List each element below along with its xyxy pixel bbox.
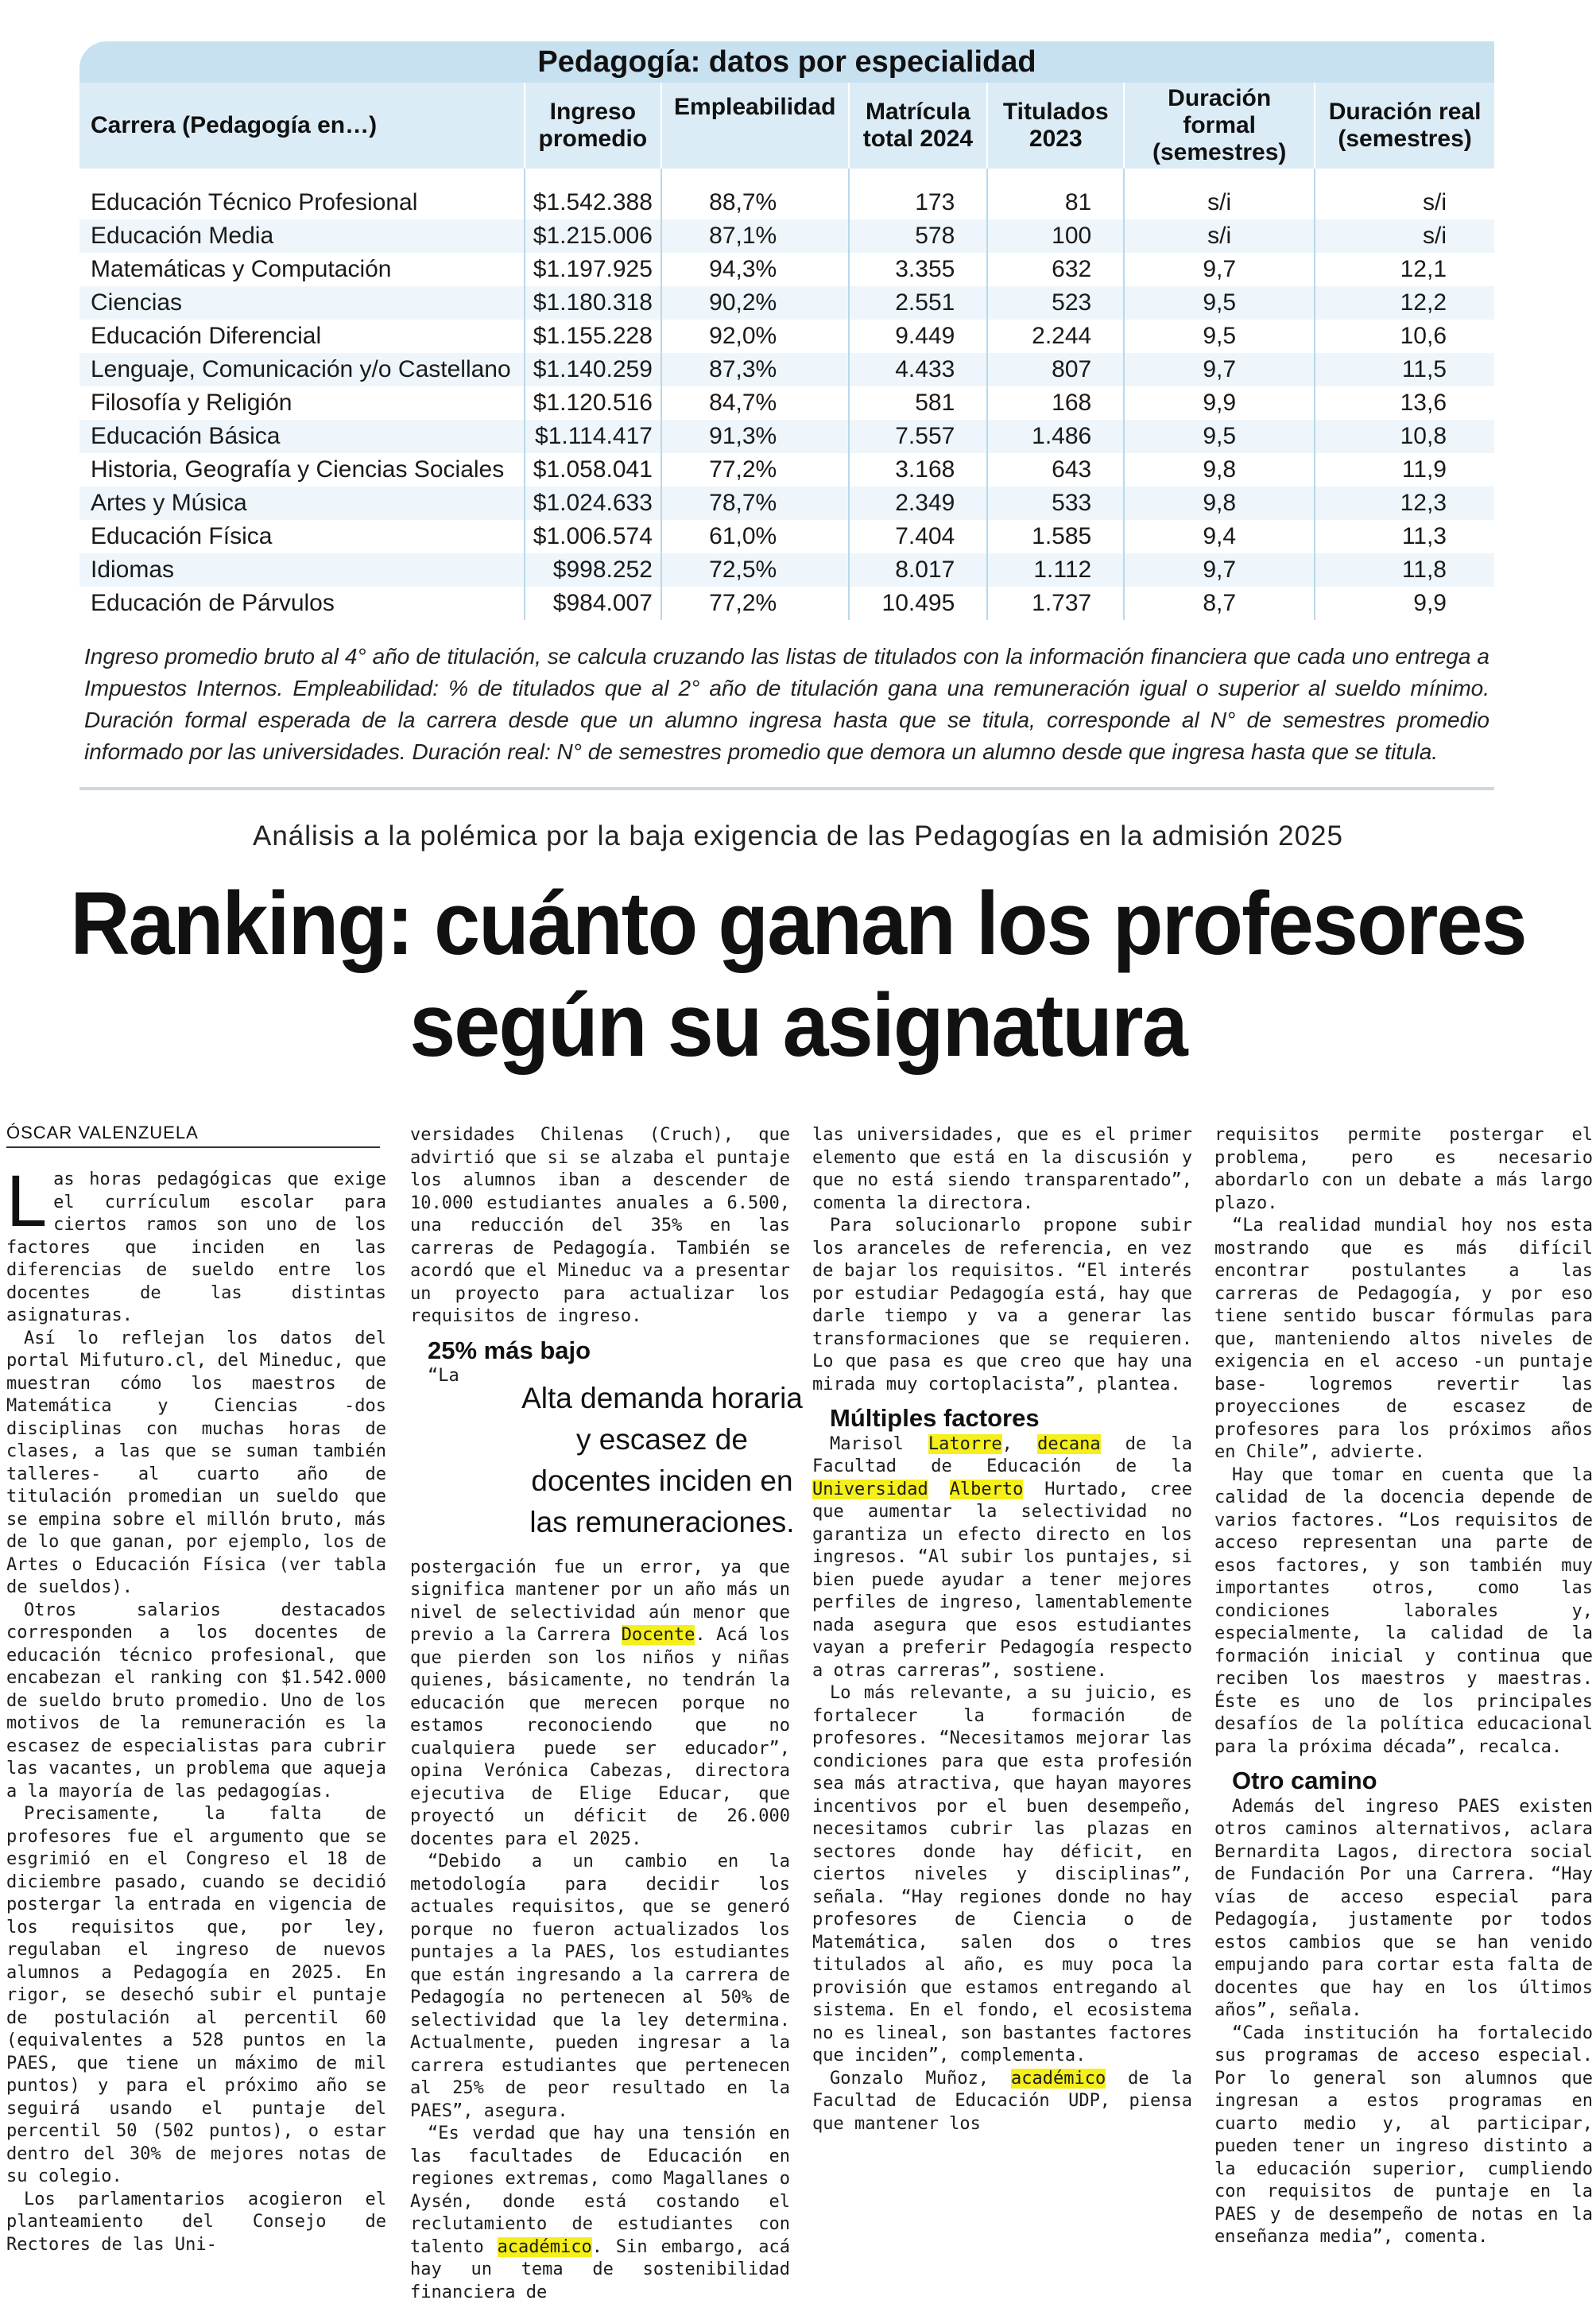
header-duracion-real: Duración real (semestres) (1315, 83, 1494, 169)
table-cell-titulados: 523 (987, 286, 1124, 320)
table-row (79, 320, 1494, 353)
table-cell-dreal: 11,8 (1315, 553, 1494, 587)
table-row (79, 169, 1494, 219)
kicker: Análisis a la polémica por la baja exigencia de las Pedagogías en la admisión 2025 (253, 820, 1343, 851)
table-cell-dformal: 9,7 (1124, 253, 1315, 286)
table-cell-ingreso: $1.024.633 (525, 487, 661, 520)
salary-table (79, 83, 1494, 620)
table-cell-carrera: Educación de Párvulos (91, 590, 335, 616)
table-cell-ingreso: $984.007 (525, 587, 661, 620)
table-cell-dreal: 10,6 (1315, 320, 1494, 353)
table-cell-titulados: 1.737 (987, 587, 1124, 620)
paragraph: “La realidad mundial hoy nos esta mostrando que es más difícil encontrar postulantes a las carreras de Pedagogía, y por eso tiene sentido buscar fórmulas para que, manteniendo altos niveles de exigencia en el acceso -un puntaje base- logremos revertir las proyecciones de escasez de profesores para los próximos años en Chile”, advierte. (1214, 1216, 1593, 1462)
subhead-multiples-factores: Múltiples factores (830, 1404, 1040, 1432)
table-cell-carrera: Historia, Geografía y Ciencias Sociales (91, 456, 505, 483)
headline-line-1: Ranking: cuánto ganan los profesores (70, 874, 1526, 973)
paragraph: “Es verdad que hay una tensión en las facultades de Educación en regiones extremas, como Magallanes o Aysén, donde está costando el reclutamiento de estudiantes con talento académico. Sin embargo, acá hay un tema de sostenibilidad financiera de (410, 2124, 790, 2302)
table-cell-ingreso: $1.114.417 (525, 420, 661, 453)
table-cell-dreal: 11,9 (1315, 453, 1494, 487)
paragraph: las universidades, que es el primer elemento que está en la discusión y que no está siendo transparentado”, comenta la directora. (812, 1125, 1192, 1213)
table-cell-empleabilidad: 84,7% (661, 386, 849, 420)
table-cell-ingreso: $1.197.925 (525, 253, 661, 286)
highlight: académico (497, 2236, 592, 2257)
article-column-1 (6, 1161, 386, 2256)
highlight: Docente (621, 1625, 695, 1645)
table-cell-ingreso: $1.006.574 (525, 520, 661, 553)
header-duracion-formal: Duración formal (semestres) (1124, 83, 1315, 169)
table-cell-carrera: Artes y Música (79, 487, 525, 520)
table-cell-carrera: Educación Física (91, 523, 273, 549)
byline: ÓSCAR VALENZUELA (6, 1123, 199, 1142)
table-cell-carrera: Idiomas (79, 553, 525, 587)
headline-line-2: según su asignatura (409, 976, 1187, 1075)
table-row (79, 420, 1494, 453)
table-cell-dformal: 9,5 (1124, 420, 1315, 453)
highlight: académico (1010, 2068, 1106, 2089)
highlight: Alberto (949, 1479, 1024, 1499)
table-cell-empleabilidad: 88,7% (661, 169, 849, 219)
article-column-4 (1214, 1124, 1593, 2249)
paragraph: Hay que tomar en cuenta que la calidad de la docencia depende de varios factores. “Los requisitos de acceso representan una parte de esos factores, y son también muy importantes otros, como las condiciones laborales y, especialmente, la calidad de la formación inicial y continua que reciben los maestros y maestras. Éste es uno de los principales desafíos de la política educacional para la próxima década”, recalca. (1214, 1464, 1593, 1757)
pull-quote: Alta demanda horaria y escasez de docentes inciden en las remuneraciones. (515, 1373, 809, 1551)
table-cell-matricula: 2.349 (849, 487, 988, 520)
table-cell-ingreso: $1.058.041 (525, 453, 661, 487)
table-row (79, 386, 1494, 420)
table-cell-matricula: 3.168 (849, 453, 988, 487)
paragraph: “Debido a un cambio en la metodología para decidir los actuales requisitos, que se generó porque no fueron actualizados los puntajes a la PAES, los estudiantes que están ingresando a la carrera de Pedagogía no pertenecen al 50% de selectividad que la ley determina. Actualmente, pueden ingresar a la carrera estudiantes que pertenecen al 25% de peor resultado en la PAES”, asegura. (410, 1852, 790, 2121)
table-cell-dreal: s/i (1315, 219, 1494, 253)
table-cell-titulados: 81 (987, 169, 1124, 219)
table-cell-dformal: 9,8 (1124, 453, 1315, 487)
table-cell-ingreso: $1.140.259 (525, 353, 661, 386)
paragraph: Precisamente, la falta de profesores fue el argumento que se esgrimió en el Congreso el 18 de diciembre pasado, cuando se decidió postergar la entrada en vigencia de los requisitos que, por ley, regulaban el ingreso de nuevos alumnos a Pedagogía en 2025. En rigor, se desechó subir el puntaje de postulación al percentil 60 (equivalentes a 528 puntos en la PAES, que tiene un máximo de mil puntos) y para el próximo año se seguirá usando el puntaje del percentil 50 (502 puntos), o estar dentro del 30% de mejores notas de su colegio. (6, 1804, 386, 2186)
table-cell-ingreso: $1.120.516 (525, 386, 661, 420)
table-row (79, 353, 1494, 386)
subhead-otro-camino: Otro camino (1232, 1767, 1377, 1794)
table-cell-carrera: Educación Técnico Profesional (91, 189, 418, 215)
table-cell-titulados: 643 (987, 453, 1124, 487)
paragraph: Para solucionarlo propone subir los aranceles de referencia, en vez de bajar los requisitos. “El interés por estudiar Pedagogía está, hay que darle tiempo y va a generar las transformaciones que se requieren. Lo que pasa es que creo que hay una mirada muy cortoplacista”, plantea. (812, 1216, 1192, 1394)
table-row (79, 487, 1494, 520)
table-cell-titulados: 168 (987, 386, 1124, 420)
table-cell-matricula: 10.495 (849, 587, 988, 620)
table-cell-titulados: 533 (987, 487, 1124, 520)
header-ingreso: Ingreso promedio (525, 83, 661, 169)
table-body (79, 169, 1494, 620)
table-cell-carrera: Lenguaje, Comunicación y/o Castellano (79, 353, 525, 386)
table-header-row (79, 83, 1494, 169)
paragraph: Los parlamentarios acogieron el planteamiento del Consejo de Rectores de las Uni- (6, 2189, 386, 2255)
table-cell-dreal: 9,9 (1315, 587, 1494, 620)
table-cell-dreal: 11,5 (1315, 353, 1494, 386)
header-matricula: Matrícula total 2024 (849, 83, 988, 169)
table-cell-carrera: Educación Media (79, 219, 525, 253)
table-cell-dformal: 9,5 (1124, 286, 1315, 320)
table-cell-empleabilidad: 87,1% (661, 219, 849, 253)
table-cell-titulados: 2.244 (987, 320, 1124, 353)
table-cell-matricula: 581 (849, 386, 988, 420)
table-cell-matricula: 3.355 (849, 253, 988, 286)
table-cell-carrera: Educación Diferencial (91, 323, 322, 349)
paragraph: Las horas pedagógicas que exige el currículum escolar para ciertos ramos son uno de los factores que inciden en las diferencias de sueldo entre los docentes de las distintas asignaturas. (6, 1161, 386, 1325)
table-cell-dformal: 8,7 (1124, 587, 1315, 620)
table-cell-empleabilidad: 77,2% (661, 587, 849, 620)
table-cell-matricula: 7.404 (849, 520, 988, 553)
table-cell-empleabilidad: 91,3% (661, 420, 849, 453)
table-cell-empleabilidad: 78,7% (661, 487, 849, 520)
table-cell-dformal: 9,8 (1124, 487, 1315, 520)
subhead-25-mas-bajo: 25% más bajo (428, 1336, 591, 1364)
table-footnote: Ingreso promedio bruto al 4° año de titulación, se calcula cruzando las listas de titulados con la información financiera que cada uno entrega a Impuestos Internos. Empleabilidad: % de titulados que al 2° año de titulación gana una remuneración igual o superior al sueldo mínimo. Duración formal esperada de la carrera desde que un alumno ingresa hasta que se titula, corresponde al N° de semestres promedio informado por las universidades. Duración real: N° de semestres promedio que demora un alumno desde que ingresa hasta que se titula. (84, 644, 1489, 764)
paragraph: “La postergación fue un error, ya que significa mantener por un año más un nivel de selectividad aún menor que previo a la Carrera Docente. Acá los que pierden son los niños y niñas quienes, básicamente, no tendrán la educación que merecen porque no estamos reconociendo que no cualquiera puede ser educador”, opina Verónica Cabezas, directora ejecutiva de Elige Educar, que proyectó un déficit de 26.000 docentes para el 2025. (410, 1366, 790, 1849)
drop-cap: L (6, 1161, 48, 1242)
table-cell-matricula: 7.557 (849, 420, 988, 453)
table-cell-matricula: 8.017 (849, 553, 988, 587)
table-cell-ingreso: $998.252 (525, 553, 661, 587)
table-cell-matricula: 578 (849, 219, 988, 253)
table-cell-matricula: 2.551 (849, 286, 988, 320)
table-cell-dformal: 9,9 (1124, 386, 1315, 420)
table-cell-carrera: Educación Básica (79, 420, 525, 453)
paragraph: Además del ingreso PAES existen otros caminos alternativos, aclara Bernardita Lagos, directora social de Fundación Por una Carrera. “Hay vías de acceso especial para Pedagogía, justamente por todos estos cambios que se han venido empujando para cortar esta falta de docentes que hay en los últimos años”, señala. (1214, 1796, 1593, 2020)
table-cell-dformal: s/i (1124, 169, 1315, 219)
highlight: decana (1037, 1433, 1101, 1454)
table-cell-dformal: 9,5 (1124, 320, 1315, 353)
table-row (79, 553, 1494, 587)
table-cell-empleabilidad: 61,0% (661, 520, 849, 553)
table-cell-ingreso: $1.180.318 (525, 286, 661, 320)
table-row (79, 253, 1494, 286)
table-cell-ingreso: $1.215.006 (525, 219, 661, 253)
table-cell-ingreso: $1.542.388 (525, 169, 661, 219)
table-row (79, 587, 1494, 620)
table-cell-empleabilidad: 92,0% (661, 320, 849, 353)
table-cell-carrera: Ciencias (79, 286, 525, 320)
header-empleabilidad: Empleabilidad (661, 83, 849, 169)
table-cell-empleabilidad: 77,2% (661, 453, 849, 487)
paragraph: Así lo reflejan los datos del portal Mifuturo.cl, del Mineduc, que muestran cómo los maestros de Matemática y Ciencias -dos disciplinas con muchas horas de clases, a las que se suman también talleres- al cuarto año de titulación promedian un sueldo que se empina sobre el millón bruto, más de lo que ganan, por ejemplo, los de Artes o Educación Física (ver tabla de sueldos). (6, 1328, 386, 1597)
byline-rule (6, 1146, 380, 1148)
table-cell-titulados: 1.585 (987, 520, 1124, 553)
table-cell-carrera: Matemáticas y Computación (91, 256, 392, 282)
table-cell-ingreso: $1.155.228 (525, 320, 661, 353)
table-cell-empleabilidad: 72,5% (661, 553, 849, 587)
table-cell-dreal: 11,3 (1315, 520, 1494, 553)
table-cell-matricula: 9.449 (849, 320, 988, 353)
header-titulados: Titulados 2023 (987, 83, 1124, 169)
highlight: Latorre (928, 1433, 1002, 1454)
table-cell-dreal: 12,1 (1315, 253, 1494, 286)
table-cell-titulados: 807 (987, 353, 1124, 386)
paragraph: Marisol Latorre, decana de la Facultad de Educación de la Universidad Alberto Hurtado, cree que aumentar la selectividad no garantiza un efecto directo en los ingresos. “Al subir los puntajes, si bien puede ayudar a tener mejores perfiles de ingreso, lamentablemente nada asegura que esos estudiantes vayan a preferir Pedagogía respecto a otras carreras”, sostiene. (812, 1433, 1193, 1681)
table-cell-titulados: 1.486 (987, 420, 1124, 453)
headline (56, 873, 1540, 1076)
table-cell-dformal: s/i (1124, 219, 1315, 253)
article-column-2 (410, 1124, 803, 2304)
table-title: Pedagogía: datos por especialidad (79, 41, 1494, 83)
table-cell-matricula: 173 (849, 169, 988, 219)
paragraph: Gonzalo Muñoz, académico de la Facultad de Educación UDP, piensa que mantener los (812, 2068, 1192, 2134)
table-row (79, 219, 1494, 253)
paragraph: requisitos permite postergar el problema, pero es necesario abordarlo con un debate a más largo plazo. (1214, 1125, 1593, 1213)
table-cell-dreal: 12,2 (1315, 286, 1494, 320)
header-carrera: Carrera (Pedagogía en…) (79, 83, 525, 169)
table-cell-empleabilidad: 87,3% (661, 353, 849, 386)
table-cell-dformal: 9,7 (1124, 353, 1315, 386)
table-cell-dreal: 10,8 (1315, 420, 1494, 453)
table-cell-matricula: 4.433 (849, 353, 988, 386)
table-cell-titulados: 632 (987, 253, 1124, 286)
table-cell-empleabilidad: 90,2% (661, 286, 849, 320)
paragraph: Otros salarios destacados corresponden a los docentes de educación técnico profesional, que encabezan el ranking con $1.542.000 de sueldo bruto promedio. Uno de los motivos de la remuneración es la escasez de especialistas para cubrir las vacantes, un problema que aqueja a la mayoría de las pedagogías. (6, 1600, 386, 1802)
section-divider (79, 787, 1494, 790)
table-cell-dformal: 9,7 (1124, 553, 1315, 587)
article-column-3 (812, 1124, 1192, 2135)
data-table-block (79, 41, 1494, 768)
table-cell-dreal: 12,3 (1315, 487, 1494, 520)
paragraph: versidades Chilenas (Cruch), que advirtió que si se alzaba el puntaje los alumnos iban a descender de 10.000 estudiantes anuales a 6.500, una reducción del 35% en las carreras de Pedagogía. También se acordó que el Mineduc va a presentar un proyecto para actualizar los requisitos de ingreso. (410, 1125, 790, 1326)
table-cell-titulados: 1.112 (987, 553, 1124, 587)
paragraph: Lo más relevante, a su juicio, es fortalecer la formación de profesores. “Necesitamos mejorar las condiciones para que esta profesión sea más atractiva, que hayan mayores incentivos por el buen desempeño, necesitamos cubrir las plazas en sectores donde hay déficit, en ciertos niveles y disciplinas”, señala. “Hay regiones donde no hay profesores de Ciencia o de Matemática, salen dos o tres titulados al año, es muy poca la provisión que estamos entregando al sistema. En el fondo, el ecosistema no es lineal, son bastantes factores que inciden”, complementa. (812, 1683, 1192, 2065)
table-cell-empleabilidad: 94,3% (661, 253, 849, 286)
table-row (79, 286, 1494, 320)
table-row (79, 453, 1494, 487)
paragraph: “Cada institución ha fortalecido sus programas de acceso especial. Por lo general son alumnos que ingresan a estos programas en cuarto medio y, al participar, pueden tener un ingreso distinto a la educación superior, cumpliendo con requisitos de puntaje en la PAES y de desempeño de notas en la enseñanza media”, comenta. (1214, 2023, 1593, 2247)
highlight: Universidad (812, 1479, 928, 1499)
table-cell-carrera: Filosofía y Religión (91, 390, 292, 416)
table-cell-dreal: s/i (1315, 169, 1494, 219)
table-cell-dreal: 13,6 (1315, 386, 1494, 420)
table-row (79, 520, 1494, 553)
table-cell-dformal: 9,4 (1124, 520, 1315, 553)
table-cell-titulados: 100 (987, 219, 1124, 253)
